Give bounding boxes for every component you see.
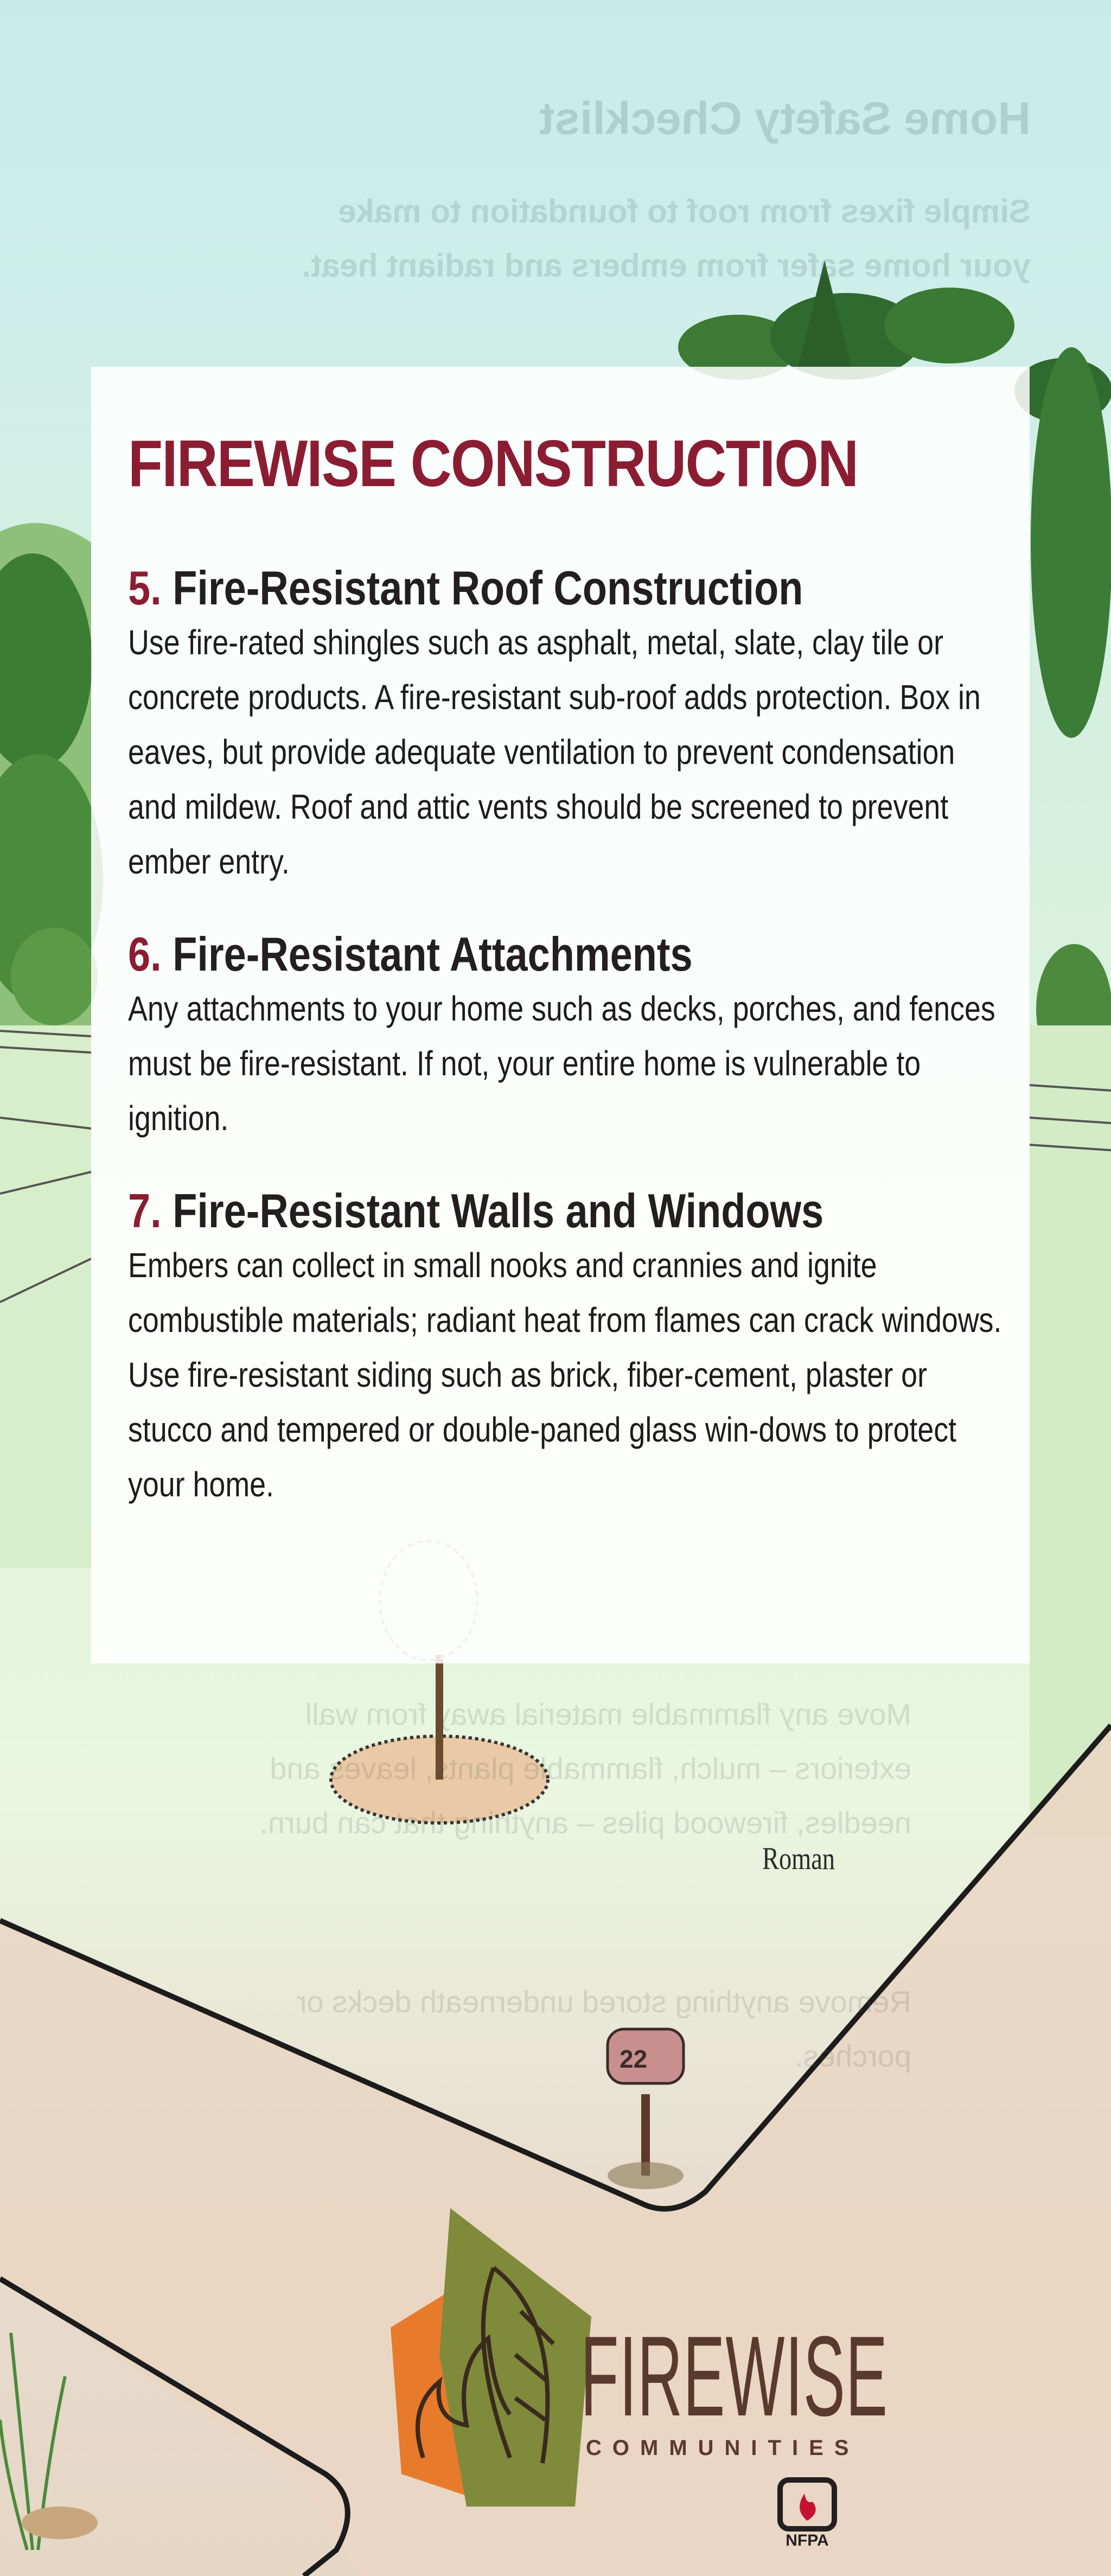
section-number: 5. — [128, 561, 162, 615]
section-number: 7. — [128, 1184, 162, 1238]
section-heading — [128, 927, 858, 981]
section-body: Embers can collect in small nooks and crannies and ignite combustible materials; radiant heat from flames can crack windows. Use fire-resistant siding such as brick, fiber-cement, plaster or stucco and tempered or double-paned glass win-dows to protect your home. — [128, 1246, 1002, 1504]
section-title: Fire-Resistant Attachments — [173, 927, 693, 981]
page-title: FIREWISE CONSTRUCTION — [128, 426, 858, 500]
nfpa-label: NFPA — [786, 2532, 829, 2549]
artist-signature: Roman — [762, 1841, 835, 1876]
section-heading — [128, 561, 858, 615]
bleed-through-subtitle: Simple fixes from roof to foundation to make your home safer from embers and radiant heat. — [302, 193, 1031, 284]
tree-right — [1031, 347, 1111, 1074]
section-number: 6. — [128, 927, 162, 981]
nfpa-logo — [775, 2477, 840, 2553]
logo-subtitle: COMMUNITIES — [586, 2436, 860, 2460]
section-heading — [128, 1184, 858, 1238]
section-roof — [128, 561, 997, 889]
content-panel — [91, 367, 1030, 1663]
section-walls-windows — [128, 1184, 1002, 1512]
section-title: Fire-Resistant Roof Construction — [173, 561, 803, 615]
hills-left — [0, 523, 103, 1031]
bleed-through-title: Home Safety Checklist — [539, 93, 1031, 144]
nfpa-flame-icon — [775, 2477, 840, 2532]
section-attachments — [128, 927, 997, 1146]
section-title: Fire-Resistant Walls and Windows — [173, 1184, 824, 1238]
section-body: Any attachments to your home such as decks, porches, and fences must be fire-resistant. If not, your entire home is vulnerable to ignition. — [128, 989, 995, 1138]
flower-plant — [0, 2333, 98, 2550]
logo-wordmark: FIREWISE — [580, 2312, 889, 2440]
section-body: Use fire-rated shingles such as asphalt, metal, slate, clay tile or concrete products. A fire-resistant sub-roof adds protection. Box in eaves, but provide adequate ventilation to prevent condensation and mildew. Roof and attic vents should be screened to prevent ember entry. — [128, 623, 981, 881]
mailbox-number: 22 — [620, 2045, 648, 2073]
bleed-through-lower-1: Move any flammable material away from wall exteriors – mulch, flammable plants, leaves and needles, firewood piles – anything that can burn. — [259, 1697, 911, 1840]
bleed-through-lower-2: Remove anything stored underneath decks or porches. — [296, 1985, 911, 2073]
